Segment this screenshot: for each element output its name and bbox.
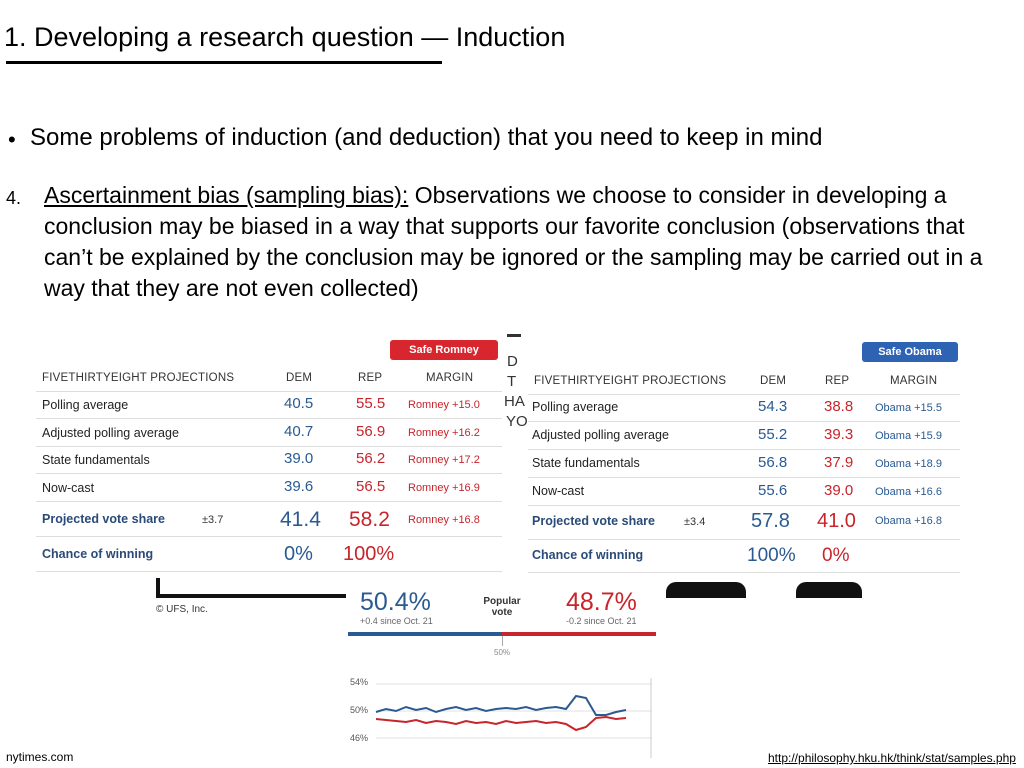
y-tick-label: 54% (350, 677, 369, 687)
right-projected-label: Projected vote share (532, 514, 655, 528)
dem-trend-line (376, 696, 626, 715)
left-row-margin: Romney +16.2 (408, 427, 480, 439)
right-header-margin: MARGIN (890, 375, 938, 387)
left-row-margin: Romney +17.2 (408, 454, 480, 466)
left-row-rep: 56.2 (356, 450, 386, 467)
right-row-label: Adjusted polling average (532, 428, 669, 442)
divider (36, 536, 502, 537)
ufs-credit: © UFS, Inc. (156, 604, 208, 615)
right-row-margin: Obama +15.9 (875, 430, 942, 442)
left-row-dem: 40.5 (284, 395, 314, 412)
right-row-dem: 54.3 (758, 398, 788, 415)
item-body: Observations we choose to consider in developing a conclusion may be biased in a way that supports our favorite conclusion (observations that can’t be explained by the conclusion may be ignored or the sampling may be carried out in a way that they are not even collected) (44, 182, 983, 301)
trend-chart (346, 668, 658, 760)
right-chance-dem: 100% (747, 545, 796, 566)
right-projected-margin: Obama +16.8 (875, 515, 942, 527)
divider (36, 418, 502, 419)
left-projected-pm: ±3.7 (202, 514, 224, 526)
left-projection-panel (36, 338, 502, 578)
rep-vote-bar (502, 632, 656, 636)
right-row-rep: 38.8 (824, 398, 854, 415)
comic-letter: T (507, 373, 517, 390)
right-row-rep: 39.3 (824, 426, 854, 443)
safe-obama-tag: Safe Obama (862, 342, 958, 362)
trend-chart-svg (346, 668, 658, 760)
left-projected-dem: 41.4 (280, 508, 321, 531)
right-header-dem: DEM (760, 375, 787, 387)
divider (528, 394, 960, 395)
left-chance-rep: 100% (343, 543, 395, 565)
left-row-margin: Romney +16.9 (408, 482, 480, 494)
popular-vote-panel (346, 580, 658, 660)
comic-shape-left (666, 582, 746, 598)
left-projected-label: Projected vote share (42, 512, 165, 526)
left-header-margin: MARGIN (426, 372, 474, 384)
left-row-dem: 40.7 (284, 423, 314, 440)
left-projected-margin: Romney +16.8 (408, 514, 480, 526)
left-row-dem: 39.6 (284, 478, 314, 495)
comic-bracket-bottom (156, 594, 346, 598)
y-tick-label: 50% (350, 705, 369, 715)
right-row-margin: Obama +15.5 (875, 402, 942, 414)
title-underline (6, 61, 442, 64)
left-header-projections: FIVETHIRTYEIGHT PROJECTIONS (42, 372, 235, 384)
right-row-dem: 55.2 (758, 426, 788, 443)
left-header-dem: DEM (286, 372, 313, 384)
dem-popular-change: +0.4 since Oct. 21 (360, 616, 433, 626)
item-paragraph (44, 180, 1004, 304)
right-row-label: State fundamentals (532, 456, 640, 470)
divider (36, 501, 502, 502)
item-number: 4. (6, 188, 22, 208)
right-row-dem: 55.6 (758, 482, 788, 499)
right-header-rep: REP (825, 375, 850, 387)
middle-comic-fragment (504, 332, 530, 572)
popular-vote-label: Popular vote (483, 596, 521, 618)
right-projection-panel (528, 340, 960, 576)
left-projected-rep: 58.2 (349, 508, 390, 531)
left-chance-dem: 0% (284, 543, 313, 565)
left-chance-label: Chance of winning (42, 547, 154, 561)
right-projected-dem: 57.8 (751, 510, 790, 532)
midpoint-tick (502, 636, 503, 646)
source-nytimes: nytimes.com (6, 750, 74, 764)
dem-popular-pct: 50.4% (360, 588, 431, 616)
safe-romney-tag: Safe Romney (390, 340, 498, 360)
right-row-label: Polling average (532, 400, 619, 414)
item-term: Ascertainment bias (sampling bias): (44, 182, 409, 208)
right-chance-rep: 0% (822, 545, 850, 566)
right-chance-label: Chance of winning (532, 548, 644, 562)
left-row-dem: 39.0 (284, 450, 314, 467)
left-header-rep: REP (358, 372, 383, 384)
divider (528, 572, 960, 573)
rep-popular-change: -0.2 since Oct. 21 (566, 616, 637, 626)
right-header-projections: FIVETHIRTYEIGHT PROJECTIONS (534, 375, 727, 387)
rep-popular-pct: 48.7% (566, 588, 637, 616)
right-row-margin: Obama +18.9 (875, 458, 942, 470)
left-row-margin: Romney +15.0 (408, 399, 480, 411)
left-row-rep: 55.5 (356, 395, 386, 412)
comic-shape-right (796, 582, 862, 598)
right-row-dem: 56.8 (758, 454, 788, 471)
y-tick-label: 46% (350, 733, 369, 743)
right-row-label: Now-cast (532, 484, 585, 498)
midpoint-label: 50% (494, 648, 511, 657)
rep-trend-line (376, 717, 626, 730)
divider (36, 571, 502, 572)
left-row-rep: 56.9 (356, 423, 386, 440)
left-row-label: State fundamentals (42, 453, 150, 467)
divider (528, 539, 960, 540)
dem-vote-bar (348, 632, 502, 636)
divider (528, 477, 960, 478)
right-row-rep: 37.9 (824, 454, 854, 471)
bullet-text: Some problems of induction (and deduction) that you need to keep in mind (30, 124, 823, 151)
comic-letter: D (507, 353, 518, 370)
right-projected-pm: ±3.4 (684, 516, 706, 528)
comic-letter: HA (504, 393, 525, 410)
left-row-label: Adjusted polling average (42, 426, 179, 440)
source-link[interactable]: http://philosophy.hku.hk/think/stat/samples.php (768, 751, 1016, 765)
left-row-label: Polling average (42, 398, 129, 412)
divider (528, 505, 960, 506)
left-row-label: Now-cast (42, 481, 95, 495)
right-projected-rep: 41.0 (817, 510, 856, 532)
bullet-icon: • (8, 127, 16, 152)
divider (528, 449, 960, 450)
comic-letter: YO (506, 413, 528, 430)
slide-title: 1. Developing a research question — Induction (4, 22, 566, 52)
divider (36, 473, 502, 474)
right-row-rep: 39.0 (824, 482, 854, 499)
right-row-margin: Obama +16.6 (875, 486, 942, 498)
divider (36, 446, 502, 447)
left-row-rep: 56.5 (356, 478, 386, 495)
comic-rule (507, 334, 521, 337)
divider (36, 391, 502, 392)
divider (528, 421, 960, 422)
